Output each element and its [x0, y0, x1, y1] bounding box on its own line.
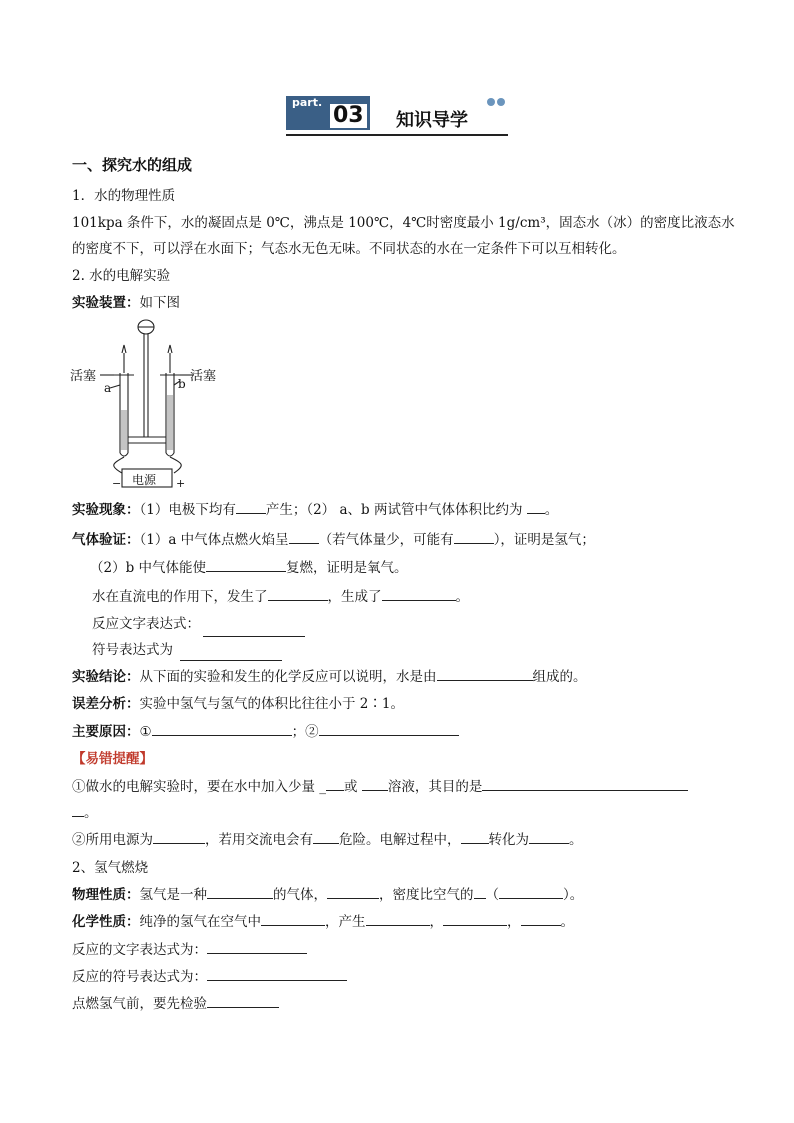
physical-text-3: ，密度比空气的 [379, 887, 474, 903]
word-eq-line [72, 938, 307, 958]
minus-label: − [112, 477, 122, 490]
chemical-text-5: 。 [560, 914, 574, 930]
blank[interactable] [207, 941, 307, 954]
subheading-electrolysis: 2. 水的电解实验 [72, 268, 171, 284]
error-label: 误差分析： [72, 696, 140, 712]
apparatus-label: 实验装置： [72, 295, 140, 311]
physical-line [72, 883, 583, 903]
blank[interactable] [319, 723, 459, 736]
blank[interactable] [362, 778, 388, 791]
power-label: 电源 [132, 473, 157, 487]
verify-text-3: ），证明是氢气； [493, 532, 595, 548]
reason-circle-2: ② [305, 724, 319, 740]
blank[interactable] [327, 886, 379, 899]
dc-line [92, 585, 469, 605]
symbol-equation-blank[interactable] [180, 648, 282, 661]
blank[interactable] [443, 913, 507, 926]
blank[interactable] [366, 913, 430, 926]
tip2-text-3: 危险。电解过程中， [339, 832, 461, 848]
section-heading: 一、探究水的组成 [72, 156, 193, 174]
tip-line-1-cont [72, 801, 98, 821]
verify-text-2: （若气体量少，可能有 [318, 532, 454, 548]
verify-text-1: （1）a 中气体点燃火焰呈 [139, 532, 289, 548]
paragraph-line-2: 的密度不下，可以浮在水面下；气态水无色无味。不同状态的水在一定条件下可以互相转化。 [72, 241, 626, 257]
phenomenon-text-3: 。 [544, 502, 559, 518]
symbol-equation-label: 符号表达式为 [92, 642, 173, 658]
blank[interactable] [437, 668, 533, 681]
symbol-eq-line [72, 965, 347, 985]
tip1-text-2: 或 [344, 779, 358, 795]
blank[interactable] [261, 913, 325, 926]
blank[interactable] [474, 886, 486, 899]
conclusion-label: 实验结论： [72, 669, 140, 685]
blank[interactable] [529, 831, 569, 844]
apparatus-drawing [70, 315, 230, 493]
reason-circle-1: ① [139, 724, 152, 740]
reason-label: 主要原因： [72, 724, 140, 740]
apparatus-line [72, 291, 180, 311]
physical-text-1: 氢气是一种 [139, 887, 207, 903]
chemical-text-2: ，产生 [325, 914, 366, 930]
blank[interactable] [289, 531, 319, 544]
chemical-text-3: ， [429, 914, 443, 930]
error-text: 实验中氢气与氢气的体积比往往小于 2∶1。 [139, 696, 404, 712]
blank[interactable] [527, 501, 545, 514]
chemical-line [72, 910, 574, 930]
plus-label: + [176, 477, 186, 490]
reason-separator: ； [291, 724, 306, 740]
check-line [72, 992, 279, 1012]
physical-label: 物理性质： [72, 887, 140, 903]
dc-text-1: 水在直流电的作用下，发生了 [92, 589, 268, 605]
conclusion-text-2: 组成的。 [532, 669, 587, 685]
tip2-text-4: 转化为 [488, 832, 529, 848]
reason-line [72, 720, 459, 740]
blank[interactable] [207, 968, 347, 981]
word-eq-label: 反应的文字表达式为： [72, 942, 207, 958]
blank[interactable] [152, 723, 292, 736]
chemical-text-4: ， [507, 914, 521, 930]
tip1-text-3: 溶液，其目的是 [387, 779, 483, 795]
left-stopcock-label: 活塞 [70, 369, 97, 384]
physical-text-4: （ [485, 887, 499, 903]
tip-line-2 [72, 828, 583, 848]
part-badge [286, 96, 370, 130]
blank[interactable] [268, 588, 328, 601]
phenomenon-label: 实验现象： [72, 502, 140, 518]
blank[interactable] [326, 778, 344, 791]
phenomenon-text-2: 产生；（2） a、b 两试管中气体体积比约为 [265, 502, 523, 518]
word-equation-blank[interactable] [203, 624, 305, 637]
blank[interactable] [153, 831, 205, 844]
page-title: 知识导学 [396, 110, 468, 131]
tip1-text-4: 。 [84, 805, 98, 821]
conclusion-text-1: 从下面的实验和发生的化学反应可以说明，水是由 [139, 669, 437, 685]
blank[interactable] [499, 886, 563, 899]
part-number: 03 [330, 104, 367, 128]
phenomenon-line [72, 498, 558, 518]
blank[interactable] [482, 778, 688, 791]
symbol-eq-label: 反应的符号表达式为： [72, 969, 207, 985]
blank[interactable] [207, 886, 273, 899]
tip1-text-1: ①做水的电解实验时，要在水中加入少量 _ [72, 779, 327, 795]
physical-text-5: ）。 [563, 887, 584, 903]
blank[interactable] [207, 995, 279, 1008]
verify-line-1 [72, 528, 595, 548]
section-header [286, 96, 508, 136]
dc-text-2: ，生成了 [327, 589, 382, 605]
verify-text-5: 复燃，证明是氧气。 [286, 560, 408, 576]
dc-text-3: 。 [455, 589, 469, 605]
tip2-text-5: 。 [569, 832, 583, 848]
blank[interactable] [206, 559, 286, 572]
blank[interactable] [382, 588, 456, 601]
tip2-text-1: ②所用电源为 [72, 832, 153, 848]
tip2-text-2: ，若用交流电会有 [205, 832, 313, 848]
physical-text-2: 的气体， [273, 887, 327, 903]
verify-label: 气体验证： [72, 532, 140, 548]
tip-line-1 [72, 775, 688, 795]
paragraph-line-1: 101kpa 条件下，水的凝固点是 0℃，沸点是 100℃，4℃时密度最小 1g/cm³，固态水（冰）的密度比液态水 [72, 215, 735, 231]
phenomenon-text-1: （1）电极下均有 [139, 502, 236, 518]
electrolysis-diagram [70, 315, 230, 493]
verify-text-4: （2）b 中气体能使 [90, 560, 207, 576]
error-line [72, 692, 404, 712]
conclusion-line [72, 665, 587, 685]
subheading-physical: 1．水的物理性质 [72, 188, 176, 204]
right-stopcock-label: 活塞 [190, 369, 217, 384]
chemical-text-1: 纯净的氢气在空气中 [139, 914, 261, 930]
tube-a-label: a [104, 381, 112, 395]
tip-heading: 【易错提醒】 [72, 751, 153, 767]
check-label: 点燃氢气前，要先检验 [72, 996, 207, 1012]
apparatus-text: 如下图 [139, 295, 180, 311]
decorative-dots-icon [486, 96, 508, 108]
verify-line-2 [90, 556, 408, 576]
blank[interactable] [313, 831, 339, 844]
chemical-label: 化学性质： [72, 914, 140, 930]
blank[interactable] [461, 831, 489, 844]
blank[interactable] [521, 913, 561, 926]
tube-b-label: b [178, 377, 186, 391]
subheading-hydrogen: 2、氢气燃烧 [72, 860, 149, 876]
blank[interactable] [454, 531, 494, 544]
word-equation-label: 反应文字表达式： [92, 616, 200, 632]
part-label: part. [292, 96, 323, 109]
header-underline [286, 134, 508, 136]
blank[interactable] [72, 804, 84, 817]
blank[interactable] [236, 501, 266, 514]
